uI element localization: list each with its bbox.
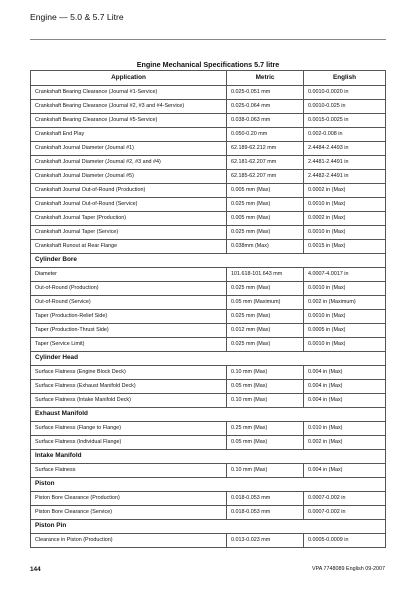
english-cell: 0.010 in (Max) [304, 422, 386, 436]
application-cell: Crankshaft Bearing Clearance (Journal #5-Service) [31, 114, 227, 128]
application-cell: Crankshaft Bearing Clearance (Journal #2, #3 and #4-Service) [31, 100, 227, 114]
metric-cell: 0.025-0.051 mm [227, 86, 304, 100]
table-row [31, 128, 386, 142]
english-cell: 2.4481-2.4491 in [304, 156, 386, 170]
application-cell: Surface Flatness (Exhaust Manifold Deck) [31, 380, 227, 394]
application-cell: Surface Flatness (Individual Flange) [31, 436, 227, 450]
table-row [31, 310, 386, 324]
application-cell: Crankshaft End Play [31, 128, 227, 142]
english-cell: 0.0007-0.002 in [304, 492, 386, 506]
metric-cell: 0.05 mm (Maximum) [227, 296, 304, 310]
table-body [31, 86, 386, 548]
english-cell: 0.0015 in (Max) [304, 240, 386, 254]
english-cell: 0.004 in (Max) [304, 366, 386, 380]
application-cell: Out-of-Round (Service) [31, 296, 227, 310]
metric-cell: 0.025 mm (Max) [227, 338, 304, 352]
english-cell: 2.4484-2.4493 in [304, 142, 386, 156]
metric-cell: 0.038-0.063 mm [227, 114, 304, 128]
section-heading: Piston Pin [31, 520, 386, 534]
table-row [31, 226, 386, 240]
metric-cell: 0.005 mm (Max) [227, 212, 304, 226]
table-row [31, 198, 386, 212]
application-cell: Clearance in Piston (Production) [31, 534, 227, 548]
metric-cell: 0.012 mm (Max) [227, 324, 304, 338]
english-cell: 0.002-0.008 in [304, 128, 386, 142]
application-cell: Taper (Production-Thrust Side) [31, 324, 227, 338]
column-header-english: English [304, 71, 386, 86]
table-row [31, 506, 386, 520]
application-cell: Crankshaft Journal Diameter (Journal #1) [31, 142, 227, 156]
metric-cell: 101.618-101.643 mm [227, 268, 304, 282]
english-cell: 0.0007-0.002 in [304, 506, 386, 520]
table-title: Engine Mechanical Specifications 5.7 litre [136, 60, 280, 69]
english-cell: 0.004 in (Max) [304, 380, 386, 394]
metric-cell: 0.25 mm (Max) [227, 422, 304, 436]
section-row [31, 254, 386, 268]
application-cell: Crankshaft Journal Out-of-Round (Production) [31, 184, 227, 198]
english-cell: 0.0010 in (Max) [304, 226, 386, 240]
table-row [31, 170, 386, 184]
application-cell: Surface Flatness [31, 464, 227, 478]
section-heading: Cylinder Bore [31, 254, 386, 268]
application-cell: Out-of-Round (Production) [31, 282, 227, 296]
application-cell: Surface Flatness (Intake Manifold Deck) [31, 394, 227, 408]
section-row [31, 408, 386, 422]
application-cell: Piston Bore Clearance (Production) [31, 492, 227, 506]
metric-cell: 0.005 mm (Max) [227, 184, 304, 198]
section-row [31, 352, 386, 366]
metric-cell: 0.038mm (Max) [227, 240, 304, 254]
page-number: 144 [30, 566, 41, 573]
table-row [31, 114, 386, 128]
metric-cell: 62.189-62.212 mm [227, 142, 304, 156]
table-row [31, 436, 386, 450]
english-cell: 0.0002 in (Max) [304, 184, 386, 198]
application-cell: Diameter [31, 268, 227, 282]
table-row [31, 142, 386, 156]
section-heading: Cylinder Head [31, 352, 386, 366]
metric-cell: 0.025-0.064 mm [227, 100, 304, 114]
metric-cell: 0.10 mm (Max) [227, 394, 304, 408]
table-row [31, 324, 386, 338]
application-cell: Taper (Service Limit) [31, 338, 227, 352]
spec-table [30, 70, 386, 548]
table-row [31, 394, 386, 408]
header-rule [30, 39, 386, 40]
table-row [31, 380, 386, 394]
english-cell: 0.0005 in (Max) [304, 324, 386, 338]
application-cell: Crankshaft Journal Taper (Service) [31, 226, 227, 240]
metric-cell: 0.013-0.023 mm [227, 534, 304, 548]
table-row [31, 184, 386, 198]
application-cell: Crankshaft Journal Out-of-Round (Service) [31, 198, 227, 212]
metric-cell: 62.185-62.207 mm [227, 170, 304, 184]
english-cell: 0.0010 in (Max) [304, 282, 386, 296]
table-row [31, 534, 386, 548]
english-cell: 0.0010-0.025 in [304, 100, 386, 114]
application-cell: Crankshaft Journal Diameter (Journal #2, #3 and #4) [31, 156, 227, 170]
table-row [31, 296, 386, 310]
english-cell: 2.4482-2.4491 in [304, 170, 386, 184]
table-header-row [31, 71, 386, 86]
table-row [31, 212, 386, 226]
metric-cell: 0.025 mm (Max) [227, 198, 304, 212]
table-row [31, 422, 386, 436]
section-row [31, 478, 386, 492]
application-cell: Surface Flatness (Engine Block Deck) [31, 366, 227, 380]
metric-cell: 0.05 mm (Max) [227, 436, 304, 450]
table-row [31, 492, 386, 506]
english-cell: 0.0015-0.0025 in [304, 114, 386, 128]
english-cell: 4.0007-4.0017 in [304, 268, 386, 282]
english-cell: 0.004 in (Max) [304, 394, 386, 408]
metric-cell: 0.025 mm (Max) [227, 310, 304, 324]
metric-cell: 0.050-0.20 mm [227, 128, 304, 142]
document-reference: VPA 7748089 English 09-2007 [311, 566, 385, 572]
application-cell: Piston Bore Clearance (Service) [31, 506, 227, 520]
metric-cell: 0.025 mm (Max) [227, 226, 304, 240]
table-row [31, 464, 386, 478]
metric-cell: 0.025 mm (Max) [227, 282, 304, 296]
english-cell: 0.0010 in (Max) [304, 198, 386, 212]
section-row [31, 450, 386, 464]
english-cell: 0.002 in (Maximum) [304, 296, 386, 310]
section-heading: Exhaust Manifold [31, 408, 386, 422]
table-row [31, 100, 386, 114]
english-cell: 0.004 in (Max) [304, 464, 386, 478]
english-cell: 0.0005-0.0009 in [304, 534, 386, 548]
table-row [31, 282, 386, 296]
metric-cell: 0.10 mm (Max) [227, 366, 304, 380]
metric-cell: 0.018-0.053 mm [227, 506, 304, 520]
table-row [31, 366, 386, 380]
english-cell: 0.0010 in (Max) [304, 338, 386, 352]
metric-cell: 0.05 mm (Max) [227, 380, 304, 394]
metric-cell: 0.10 mm (Max) [227, 464, 304, 478]
column-header-metric: Metric [227, 71, 304, 86]
section-heading: Piston [31, 478, 386, 492]
application-cell: Crankshaft Journal Taper (Production) [31, 212, 227, 226]
table-row [31, 240, 386, 254]
english-cell: 0.0002 in (Max) [304, 212, 386, 226]
table-row [31, 268, 386, 282]
section-heading: Intake Manifold [31, 450, 386, 464]
running-header: Engine — 5.0 & 5.7 Litre [30, 12, 124, 22]
table-row [31, 86, 386, 100]
english-cell: 0.002 in (Max) [304, 436, 386, 450]
application-cell: Taper (Production-Relief Side) [31, 310, 227, 324]
table-row [31, 156, 386, 170]
application-cell: Crankshaft Journal Diameter (Journal #5) [31, 170, 227, 184]
metric-cell: 0.018-0.053 mm [227, 492, 304, 506]
application-cell: Crankshaft Runout at Rear Flange [31, 240, 227, 254]
section-row [31, 520, 386, 534]
metric-cell: 62.181-62.207 mm [227, 156, 304, 170]
application-cell: Crankshaft Bearing Clearance (Journal #1-Service) [31, 86, 227, 100]
english-cell: 0.0010-0.0020 in [304, 86, 386, 100]
english-cell: 0.0010 in (Max) [304, 310, 386, 324]
column-header-application: Application [31, 71, 227, 86]
application-cell: Surface Flatness (Flange to Flange) [31, 422, 227, 436]
table-row [31, 338, 386, 352]
